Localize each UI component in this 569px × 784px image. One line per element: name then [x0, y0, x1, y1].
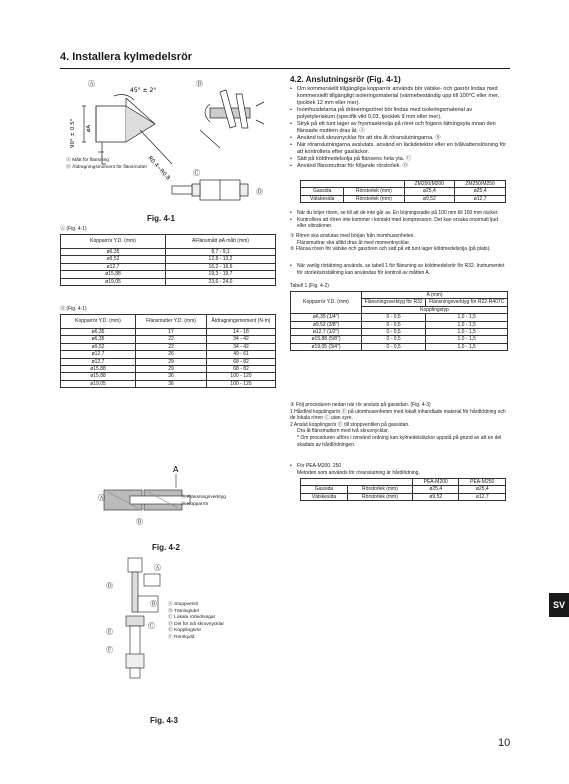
table1-cell: ø6,35 (1/4")	[291, 314, 362, 321]
fig-4-1-legend-1: Ⓐ Mått för flänsning	[66, 158, 109, 163]
bullet-list-2	[290, 210, 508, 230]
fig-4-2-label-a: A	[173, 465, 179, 474]
bullet-pea	[290, 463, 508, 470]
table1-header-a: A (mm)	[362, 292, 508, 299]
callout-b: Ⓑ	[196, 80, 203, 88]
fig-4-2-drawing	[100, 460, 220, 526]
fig-4-3-legend-item: Ⓕ Rörskydd	[168, 634, 195, 640]
fig-4-3-title: Fig. 4-3	[150, 716, 179, 725]
table1-cell: 1,0 - 1,5	[426, 336, 508, 343]
table-b-cell: 22	[136, 336, 207, 343]
table-a-cell: ø9,52	[61, 256, 166, 263]
table-a-cell: 8,7 - 9,1	[166, 249, 276, 256]
table-pea-cell: ø9,52	[413, 493, 459, 500]
table-pea-cell: Gassida	[301, 486, 348, 493]
table-b-cell: 68 - 82	[207, 358, 276, 365]
table-a-caption: Ⓐ (Fig. 4-1)	[60, 226, 87, 232]
bullet-item: • När röranslutningarna avslutats, använd en läckdetektor eller en tvålvattenslösning för att kontrollera efter gasläckor.	[290, 142, 508, 156]
table-b-cell: ø12,7	[61, 358, 136, 365]
table1-cell: 0 - 0,5	[362, 343, 426, 350]
table-b-cell: 29	[136, 366, 207, 373]
fig-4-3-legend-item: Ⓑ Tätningsdel	[168, 608, 199, 614]
table-b-cell: 36	[136, 373, 207, 380]
table-a-header-2: AFlänsmått øA mått (mm)	[166, 235, 276, 249]
step-item: 1 Hårdlöd kopplingsrör Ⓔ på utomhusenheten med lokalt inhandlade material för hårdlödning och de lokala rören Ⓒ utan syre.	[290, 408, 506, 422]
table-d-cell: Rörstorlek (mm)	[344, 188, 404, 195]
table-d-header: ZM250/M250	[455, 181, 506, 188]
numbered-list	[290, 233, 508, 253]
table1-cell: ø19,05 (3/4")	[291, 343, 362, 350]
table-b-cell: 34 - 42	[207, 336, 276, 343]
table-pea	[300, 478, 506, 501]
table-d-cell: ø9,52	[404, 195, 455, 202]
table-a-cell: 23,6 - 24,0	[166, 278, 276, 285]
bullet-item: • Om kommersiellt tillgängliga kopparrör används bör vätske- och gasrör lindas med kommersiellt tillgängligt isoleringsmaterial (värmebeständig upp till 100°C eller mer, tjocklek 12 mm eller mer).	[290, 86, 508, 107]
page-title: 4. Installera kylmedelsrör	[60, 51, 193, 63]
table-flare-nut	[300, 180, 506, 203]
fig-4-2-title: Fig. 4-2	[152, 543, 181, 552]
bullet-item: • När vanlig rörtätning används, se tabell 1 för flänsning av köldmedelsrör för R32. Instrumentet för storleksinställning kan användas för kontroll av måtten A.	[290, 263, 508, 276]
fig-4-2-legend-2: Ⓑ Kopparrör	[181, 502, 209, 507]
section-title: 4.2. Anslutningsrör (Fig. 4-1)	[290, 75, 401, 84]
table-b-cell: 17	[136, 329, 207, 336]
table1-cell: 0 - 0,5	[362, 314, 426, 321]
table-a-cell: ø19,05	[61, 278, 166, 285]
table1-cell: ø15,88 (5/8")	[291, 336, 362, 343]
callout-a-top: Ⓐ	[88, 80, 95, 88]
table-pea-cell: ø12,7	[459, 493, 506, 500]
table-b-cell: ø6,35	[61, 329, 136, 336]
table-pea-header: PEA-M250	[459, 479, 506, 486]
angle90-label: 90° ± 0.5°	[70, 118, 76, 148]
table-pea-cell: Vätskesida	[301, 493, 348, 500]
table-d-cell: ø25,4	[404, 188, 455, 195]
table1-header-r32: Flänsningsverktyg för R32	[362, 299, 426, 306]
header-rule	[60, 68, 510, 69]
callout-d: Ⓓ	[256, 188, 263, 196]
fig-4-1-title: Fig. 4-1	[147, 214, 176, 223]
table-d-cell: Gassida	[301, 188, 344, 195]
table1-cell: 1,0 - 1,5	[426, 314, 508, 321]
bullet-item: • Inomhusdelarna på dräneringsröret bör lindas med isoleringsmaterial av polyetylenskum (specifik vikt 0,03, tjocklek 9 mm eller mer).	[290, 107, 508, 121]
procedure-steps	[290, 402, 508, 448]
bullet-item: • Sätt på köldmedelsolja på flänsens hela yta. Ⓒ	[290, 156, 508, 163]
table-1	[290, 291, 508, 351]
table-pea-cell: Rörstorlek (mm)	[347, 486, 412, 493]
bullet-item: • När du böjer rören, se till att de inte går av. En böjningsradie på 100 mm till 150 mm räcker.	[290, 210, 508, 217]
fig-4-3-callout-c: Ⓒ	[148, 622, 155, 630]
table-a-cell: ø12,7	[61, 263, 166, 270]
table-d-header: ZM200/M200	[404, 181, 455, 188]
table1-header-r22: Flänsningsverktyg för R22·R407C	[426, 299, 508, 306]
table-pea-cell: Rörstorlek (mm)	[347, 493, 412, 500]
callout-c: Ⓒ	[193, 169, 200, 177]
step-item: 2 Anslut kopplingsrör Ⓔ till stoppventilen på gassidan.	[290, 421, 410, 428]
table-b-cell: 49 - 61	[207, 351, 276, 358]
table1-cell: ø9,52 (3/8")	[291, 321, 362, 328]
table-b-cell: 100 - 120	[207, 380, 276, 387]
fig-4-3-legend-item: Ⓐ Stoppventil	[168, 602, 198, 607]
table-d-cell: Vätskesida	[301, 195, 344, 202]
table1-cell: 0 - 0,5	[362, 321, 426, 328]
fig-4-3-callout-f: Ⓕ	[106, 646, 113, 654]
table-b-cell: 34 - 42	[207, 343, 276, 350]
table-b-cell: ø9,52	[61, 343, 136, 350]
table-d-cell: Rörstorlek (mm)	[344, 195, 404, 202]
fig-4-2-callout-a: Ⓐ	[98, 494, 105, 502]
fig-4-3-callout-d: Ⓓ	[106, 582, 113, 590]
table-b-cell: 26	[136, 351, 207, 358]
table-a	[60, 234, 276, 286]
numbered-item: ② Flänsa rören för vätske och gasrören och sätt på ett tunt lager köldmedelsolja (på plats).	[290, 246, 491, 253]
table-a-header-1: Kopparrör Y.D. (mm)	[61, 235, 166, 249]
table-b-cell: ø15,88	[61, 373, 136, 380]
table-pea-cell: ø25,4	[413, 486, 459, 493]
numbered-item: ① Rören ska anslutas med början från inomhusenheten.	[290, 233, 415, 239]
table1-cell: 0 - 0,5	[362, 336, 426, 343]
table-d-cell: ø25,4	[455, 188, 506, 195]
table-pea-header: PEA-M200	[413, 479, 459, 486]
table1-header-col: Kopparrör Y.D. (mm)	[291, 292, 362, 314]
table1-cell: ø12,7 (1/2")	[291, 329, 362, 336]
language-tab: SV	[549, 593, 569, 617]
fig-4-3-callout-b: Ⓑ	[150, 600, 157, 608]
fig-4-2-legend-1: Ⓐ Flänsningsverktyg	[181, 495, 226, 500]
table-a-cell: 19,3 - 19,7	[166, 271, 276, 278]
table-b-cell: 14 - 18	[207, 329, 276, 336]
fig-4-3-legend	[168, 602, 224, 642]
table-pea-cell: ø25,4	[459, 486, 506, 493]
step-item: Dra åt flänsmuttern med två skruvnycklar.	[297, 428, 389, 435]
bullet-item: • För PEA-M200, 250	[290, 463, 508, 470]
table-b-header-1: Kopparrör Y.D. (mm)	[61, 315, 136, 329]
bullet-item: • Använd flänsmuttrar för följande rörstorlek. Ⓓ	[290, 163, 508, 170]
table1-caption: Tabell 1 (Fig. 4-2)	[290, 283, 329, 289]
table-b-cell: ø12,7	[61, 351, 136, 358]
fig-4-3-legend-item: Ⓔ Kopplingsrör	[168, 628, 202, 634]
table-d-header-empty	[301, 181, 405, 188]
table-d-cell: ø12,7	[455, 195, 506, 202]
dia-label: øA	[86, 124, 92, 132]
fig-4-3-callout-e: Ⓔ	[106, 628, 113, 636]
table-b-cell: ø19,05	[61, 380, 136, 387]
table-b-header-2: Flänsmutter Y.D. (mm)	[136, 315, 207, 329]
step-item: ③ Följ proceduren nedan när rör ansluts på gassidan. (Fig. 4-3)	[290, 402, 431, 408]
bullet-item: • Kontrollera att rören inte kommer i kontakt med kompressorn. Det kan orsaka onormalt ljud eller vibrationer.	[290, 217, 508, 230]
table-pea-header-empty	[301, 479, 413, 486]
step-item: * Om proceduren utförs i omvänd ordning kan kylmedelsläckor uppstå på grund av att en del skadats av hårdlödningen.	[297, 434, 502, 448]
table-b-cell: 22	[136, 343, 207, 350]
bullet-item: • Stryk på ett tunt lager av frysmaskinolja på röret och fogens tätningsyta innan den flänsade muttern dras åt. Ⓐ	[290, 121, 508, 135]
radius-label: R0.4~R0.8	[146, 155, 171, 182]
table1-cell: 1,0 - 1,5	[426, 321, 508, 328]
table-a-cell: 12,8 - 13,2	[166, 256, 276, 263]
table-b	[60, 314, 276, 388]
fig-4-2-callout-b: Ⓑ	[136, 518, 143, 526]
pea-sub: Metoden som används för röranslutning är hårdlödning.	[297, 470, 420, 476]
table-b-cell: ø15,88	[61, 366, 136, 373]
angle-label: 45° ± 2°	[130, 87, 157, 94]
fig-4-1-legend-2: Ⓑ Åtdragningsmoment för flänsmutter	[66, 165, 148, 170]
table-a-cell: 16,2 - 16,6	[166, 263, 276, 270]
table-b-cell: 100 - 120	[207, 373, 276, 380]
bullet-list-1	[290, 86, 508, 170]
fig-4-3-legend-item: Ⓒ Lokala rörledningar	[168, 615, 216, 621]
table1-cell: 1,0 - 1,5	[426, 343, 508, 350]
table-b-caption: Ⓑ (Fig. 4-1)	[60, 306, 87, 312]
bullet-list-3	[290, 263, 508, 276]
page-number: 10	[498, 737, 511, 749]
table1-cell: 1,0 - 1,5	[426, 329, 508, 336]
table-a-cell: ø15,88	[61, 271, 166, 278]
table-b-cell: 29	[136, 358, 207, 365]
table-a-cell: ø6,35	[61, 249, 166, 256]
table-b-cell: 36	[136, 380, 207, 387]
table-b-header-3: Åtdragningsmoment (N·m)	[207, 315, 276, 329]
bullet-item: • Använd två skruvnycklar för att dra åt röranslutningarna. Ⓑ	[290, 135, 508, 142]
numbered-item: Flänsmuttrar ska alltid dras åt med momentnycklar.	[297, 239, 411, 246]
table1-cell: 0 - 0,5	[362, 329, 426, 336]
table-b-cell: 68 - 82	[207, 366, 276, 373]
table1-header-type: Kopplingstyp	[362, 306, 508, 313]
table-b-cell: ø6,35	[61, 336, 136, 343]
fig-4-3-callout-a: Ⓐ	[154, 564, 161, 572]
fig-4-3-legend-item: Ⓓ Del för två skruvnycklar	[168, 621, 224, 627]
